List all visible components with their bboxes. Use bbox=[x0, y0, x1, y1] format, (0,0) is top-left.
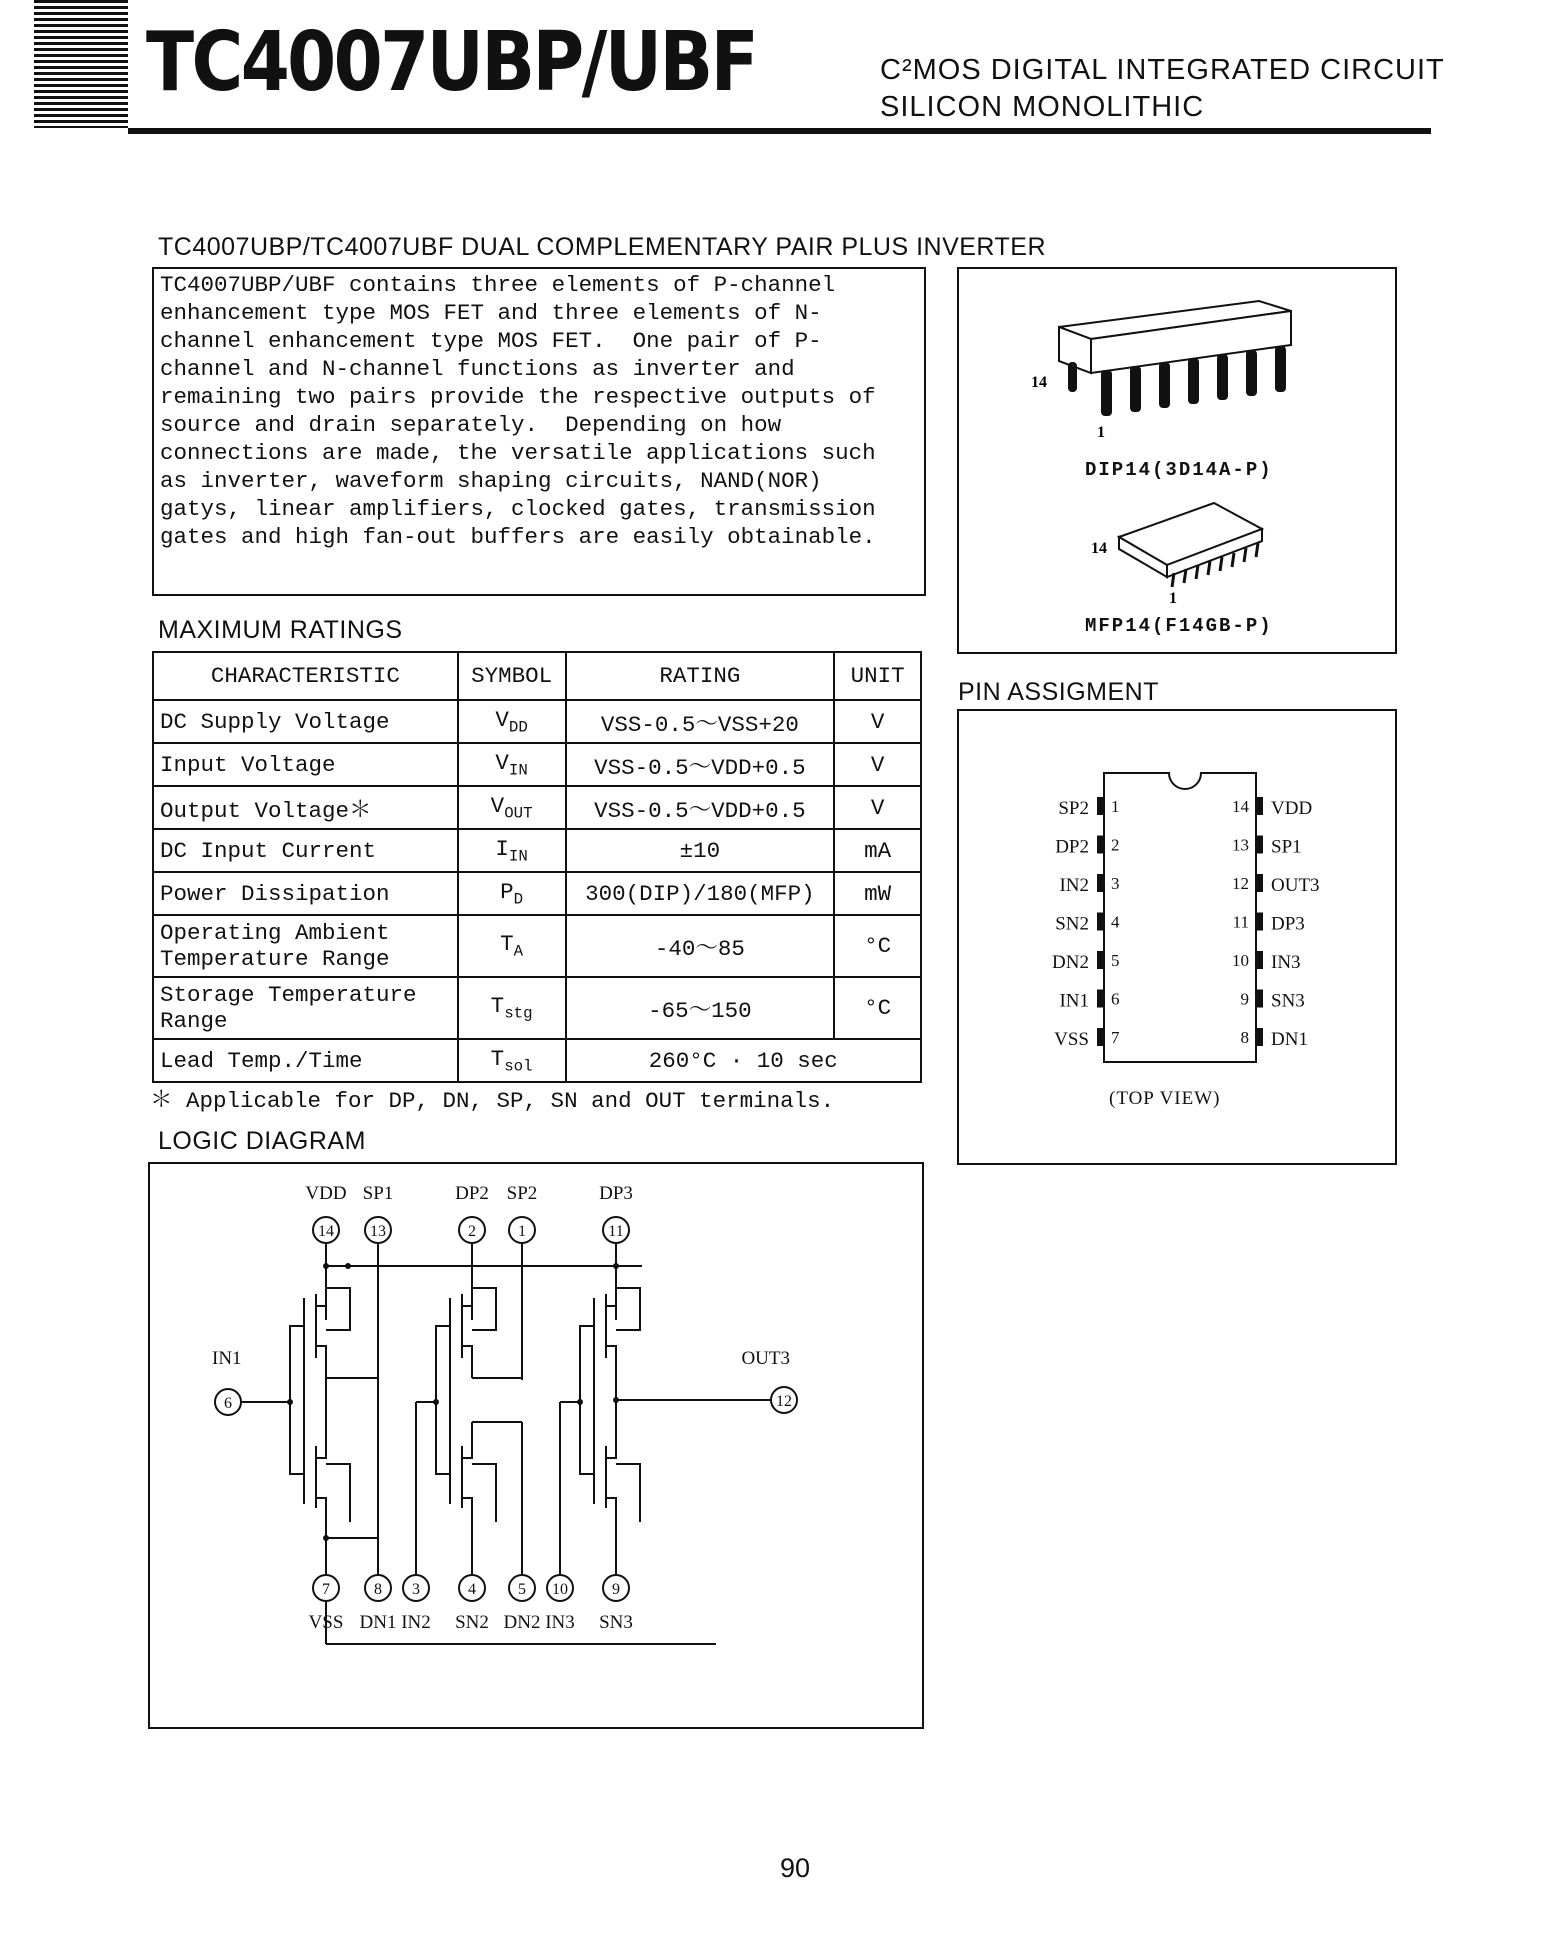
symbol-subscript: A bbox=[513, 942, 524, 961]
rating-cell: 300(DIP)/180(MFP) bbox=[566, 872, 835, 915]
part-number-title: TC4007UBP/UBF bbox=[146, 15, 757, 110]
pin-number: 12 bbox=[776, 1393, 792, 1410]
pin-name-label: DN2 bbox=[503, 1612, 541, 1633]
ratings-footnote: ＊ Applicable for DP, DN, SP, SN and OUT terminals. bbox=[150, 1088, 835, 1114]
pin-lead bbox=[1097, 1028, 1104, 1046]
subtitle-line-1: C²MOS DIGITAL INTEGRATED CIRCUIT bbox=[880, 54, 1445, 86]
characteristic-cell: Lead Temp./Time bbox=[153, 1039, 458, 1082]
logic-diagram-heading: LOGIC DIAGRAM bbox=[158, 1127, 366, 1155]
rating-cell: VSS-0.5～VDD+0.5 bbox=[566, 743, 835, 786]
characteristic-cell: DC Supply Voltage bbox=[153, 700, 458, 743]
mfp-pin14-label: 14 bbox=[1091, 540, 1107, 557]
description-text: TC4007UBP/UBF contains three elements of P-channel enhancement type MOS FET and three elements of N- channel enhancement type MOS FET. One pair of P- channel and N-channel functions as inverter and remaining two pairs provide the respective outputs of source and drain separately. Depending on how connections are made, the versatile applications such as inverter, waveform shaping circuits, NAND(NOR) gatys, linear amplifiers, clocked gates, transmission gates and high fan-out buffers are easily obtainable. bbox=[160, 272, 876, 550]
pin-number: 14 bbox=[318, 1223, 334, 1240]
unit-cell: °C bbox=[834, 915, 921, 977]
pin-name-label: OUT3 bbox=[741, 1348, 790, 1369]
unit-cell: °C bbox=[834, 977, 921, 1039]
unit-cell: V bbox=[834, 786, 921, 829]
pin-name-label: SP1 bbox=[362, 1183, 394, 1204]
pin-name-label: SP1 bbox=[1271, 836, 1302, 858]
pin-lead bbox=[1097, 874, 1104, 892]
pin-lead bbox=[1256, 836, 1263, 854]
pin-name-label: SP2 bbox=[506, 1183, 538, 1204]
table-row bbox=[153, 977, 921, 1039]
pin-number: 9 bbox=[612, 1581, 620, 1598]
cell-1-transistors bbox=[220, 1230, 378, 1644]
characteristic-cell: Power Dissipation bbox=[153, 872, 458, 915]
header-stripe-logo bbox=[34, 0, 128, 128]
symbol-subscript: IN bbox=[508, 761, 528, 780]
pin-number: 13 bbox=[1232, 835, 1249, 855]
pin-name-label: IN3 bbox=[1271, 952, 1301, 973]
cell-2-transistors bbox=[416, 1230, 522, 1574]
logic-diagram-drawing bbox=[150, 1164, 922, 1727]
pin-lead bbox=[1097, 990, 1104, 1008]
pin-lead bbox=[1097, 836, 1104, 854]
pin-number: 8 bbox=[374, 1581, 382, 1598]
pin-number: 1 bbox=[1111, 797, 1120, 816]
pin-name-label: DP2 bbox=[455, 1183, 489, 1204]
pin-number: 10 bbox=[552, 1581, 568, 1598]
symbol-cell bbox=[458, 829, 566, 872]
pin-lead bbox=[1256, 874, 1263, 892]
pin-name-label: IN2 bbox=[1059, 875, 1089, 896]
table-row bbox=[153, 1039, 921, 1082]
table-row bbox=[153, 743, 921, 786]
symbol-cell bbox=[458, 977, 566, 1039]
dip-pin14-label: 14 bbox=[1031, 374, 1047, 391]
pin-lead bbox=[1097, 797, 1104, 815]
pin-name-label: SN3 bbox=[1271, 990, 1305, 1012]
pin-lead bbox=[1256, 1028, 1263, 1046]
pin-name-label: DN2 bbox=[1052, 952, 1089, 973]
pin-name-label: DP3 bbox=[1271, 913, 1305, 935]
symbol-letter: V bbox=[495, 706, 509, 733]
pin-name-label: SP2 bbox=[1058, 798, 1089, 819]
col-header-rating: RATING bbox=[566, 652, 835, 700]
pin-number: 13 bbox=[370, 1223, 386, 1240]
characteristic-cell: Operating Ambient Temperature Range bbox=[153, 915, 458, 977]
symbol-cell bbox=[458, 1039, 566, 1082]
table-row bbox=[153, 915, 921, 977]
pin-number: 9 bbox=[1240, 989, 1249, 1009]
dip-package-label: DIP14(3D14A-P) bbox=[1085, 459, 1273, 481]
col-header-unit: UNIT bbox=[834, 652, 921, 700]
symbol-letter: T bbox=[490, 993, 505, 1020]
symbol-letter: V bbox=[490, 792, 505, 819]
symbol-cell bbox=[458, 743, 566, 786]
pin-assignment-heading: PIN ASSIGMENT bbox=[958, 678, 1159, 706]
pin-lead bbox=[1097, 951, 1104, 969]
symbol-letter: I bbox=[495, 835, 509, 862]
max-ratings-heading: MAXIMUM RATINGS bbox=[158, 616, 403, 644]
mfp-package-drawing bbox=[1119, 503, 1262, 587]
pin-number: 5 bbox=[518, 1581, 526, 1598]
pin-name-label: VSS bbox=[308, 1612, 344, 1633]
pin-lead bbox=[1256, 990, 1263, 1008]
pin-number: 6 bbox=[224, 1395, 232, 1412]
symbol-cell bbox=[458, 915, 566, 977]
pin-name-label: IN1 bbox=[1059, 990, 1089, 1012]
header-rule bbox=[128, 128, 1431, 134]
mfp-package-label: MFP14(F14GB-P) bbox=[1085, 615, 1273, 637]
rating-cell: -40～85 bbox=[566, 915, 835, 977]
pin-name-label: IN3 bbox=[545, 1612, 575, 1633]
pin-number: 3 bbox=[1111, 874, 1120, 893]
characteristic-cell: Storage Temperature Range bbox=[153, 977, 458, 1039]
unit-cell: V bbox=[834, 700, 921, 743]
symbol-subscript: IN bbox=[508, 847, 528, 866]
table-row bbox=[153, 700, 921, 743]
pin-name-label: DP2 bbox=[1055, 836, 1089, 858]
pin-name-label: DP3 bbox=[599, 1183, 633, 1204]
pin-name-label: IN1 bbox=[212, 1348, 242, 1369]
pin-name-label: SN2 bbox=[455, 1612, 489, 1633]
pin-number: 5 bbox=[1111, 951, 1120, 970]
pin-lead bbox=[1256, 913, 1263, 931]
pin-number: 7 bbox=[322, 1581, 330, 1598]
pin-number: 8 bbox=[1240, 1028, 1249, 1047]
logic-top-pins bbox=[305, 1183, 632, 1243]
table-header-row bbox=[153, 652, 921, 700]
symbol-cell bbox=[458, 700, 566, 743]
subtitle bbox=[880, 52, 1445, 126]
dip-package-drawing bbox=[1059, 301, 1291, 415]
pin-number: 12 bbox=[1232, 874, 1249, 893]
symbol-letter: P bbox=[500, 878, 514, 905]
pin-number: 2 bbox=[1111, 835, 1120, 855]
symbol-letter: V bbox=[495, 749, 509, 776]
characteristic-cell: DC Input Current bbox=[153, 829, 458, 872]
symbol-letter: T bbox=[490, 1045, 505, 1072]
top-view-label: (TOP VIEW) bbox=[1109, 1088, 1221, 1109]
logic-side-pins bbox=[212, 1348, 797, 1415]
symbol-cell bbox=[458, 872, 566, 915]
pin-number: 1 bbox=[518, 1223, 526, 1240]
rating-cell: VSS-0.5～VSS+20 bbox=[566, 700, 835, 743]
pin-lead bbox=[1097, 913, 1104, 931]
pin-number: 6 bbox=[1111, 989, 1120, 1009]
symbol-subscript: OUT bbox=[504, 804, 533, 823]
dip-pin1-label: 1 bbox=[1097, 424, 1105, 441]
unit-cell: mW bbox=[834, 872, 921, 915]
pin-lead bbox=[1256, 797, 1263, 815]
rating-cell: 260°C · 10 sec bbox=[566, 1039, 921, 1082]
pin-name-label: DN1 bbox=[1271, 1029, 1308, 1050]
pin-name-label: VSS bbox=[1054, 1029, 1089, 1050]
rating-cell: ±10 bbox=[566, 829, 835, 872]
pin-number: 4 bbox=[468, 1581, 476, 1598]
col-header-symbol: SYMBOL bbox=[458, 652, 566, 700]
rating-cell: VSS-0.5～VDD+0.5 bbox=[566, 786, 835, 829]
pin-number: 7 bbox=[1111, 1028, 1120, 1047]
pin-name-label: VDD bbox=[305, 1183, 347, 1204]
pin-name-label: IN2 bbox=[401, 1612, 431, 1633]
symbol-subscript: DD bbox=[508, 718, 528, 737]
symbol-cell bbox=[458, 786, 566, 829]
page-number: 90 bbox=[780, 1853, 811, 1883]
mfp-pin1-label: 1 bbox=[1169, 590, 1177, 607]
pin-name-label: VDD bbox=[1271, 798, 1313, 819]
pin-number: 4 bbox=[1111, 912, 1120, 932]
pin-lead bbox=[1256, 951, 1263, 969]
subtitle-line-2: SILICON MONOLITHIC bbox=[880, 91, 1205, 123]
pin-number: 2 bbox=[468, 1223, 476, 1240]
pin-number: 11 bbox=[608, 1223, 624, 1240]
pin-name-label: SN3 bbox=[599, 1612, 633, 1633]
pin-number: 10 bbox=[1232, 951, 1249, 970]
pin-number: 14 bbox=[1232, 797, 1249, 816]
table-row bbox=[153, 872, 921, 915]
pin-name-label: DN1 bbox=[359, 1612, 397, 1633]
description-box bbox=[152, 267, 926, 596]
pin-number: 3 bbox=[412, 1581, 420, 1598]
package-box bbox=[957, 267, 1397, 654]
logic-bottom-pins bbox=[309, 1575, 633, 1633]
symbol-subscript: D bbox=[513, 890, 524, 909]
pin-assignment-box bbox=[957, 709, 1397, 1165]
characteristic-cell: Output Voltage＊ bbox=[153, 786, 458, 829]
pin-name-label: SN2 bbox=[1055, 913, 1089, 935]
logic-diagram-box bbox=[148, 1162, 924, 1729]
symbol-subscript: sol bbox=[504, 1057, 533, 1076]
symbol-subscript: stg bbox=[504, 1004, 533, 1023]
pin-name-label: OUT3 bbox=[1271, 875, 1320, 896]
rating-cell: -65～150 bbox=[566, 977, 835, 1039]
pin-number: 11 bbox=[1232, 912, 1249, 932]
table-row bbox=[153, 829, 921, 872]
description-heading: TC4007UBP/TC4007UBF DUAL COMPLEMENTARY PAIR PLUS INVERTER bbox=[158, 233, 1047, 261]
characteristic-cell: Input Voltage bbox=[153, 743, 458, 786]
unit-cell: V bbox=[834, 743, 921, 786]
table-row bbox=[153, 786, 921, 829]
col-header-characteristic: CHARACTERISTIC bbox=[153, 652, 458, 700]
max-ratings-table bbox=[152, 651, 922, 1083]
symbol-letter: T bbox=[500, 931, 514, 958]
unit-cell: mA bbox=[834, 829, 921, 872]
